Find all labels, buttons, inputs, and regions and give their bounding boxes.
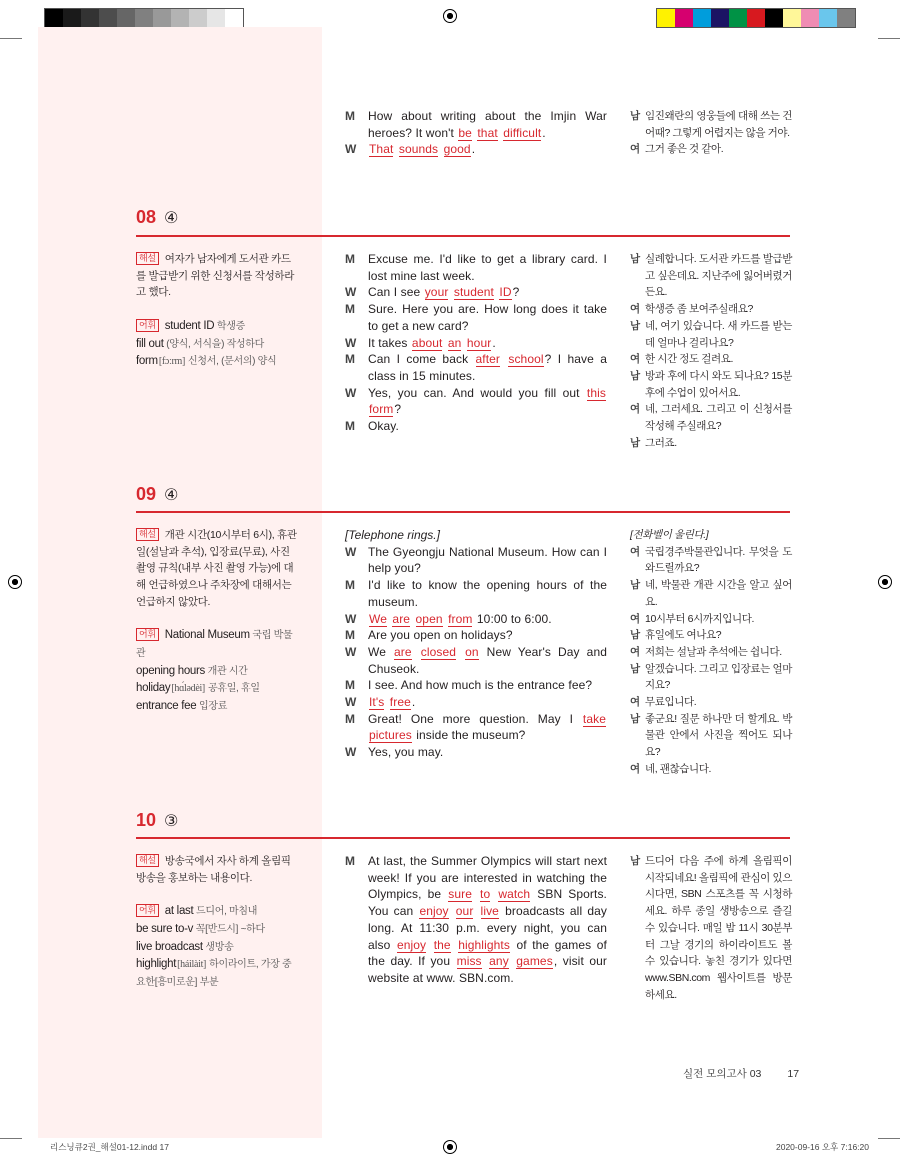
explanation-tag: 해설 (136, 528, 159, 541)
section-divider (136, 837, 790, 839)
dialogue-line (345, 301, 607, 334)
stage-direction-korean: [전화벨이 울린다.] (630, 529, 709, 541)
dialogue-text: Yes, you may. (368, 745, 444, 760)
vocab-item (136, 680, 300, 698)
dialogue-line (345, 335, 607, 352)
gray-swatch (225, 9, 243, 27)
translation-line (630, 661, 792, 694)
korean-translation (630, 527, 792, 778)
vocab-item (136, 903, 300, 921)
translation-text: 네, 박물관 개관 시간을 알고 싶어요. (645, 579, 792, 608)
dialogue-text: That sounds good. (369, 142, 476, 157)
answer-keyword: an (447, 335, 462, 350)
dialogue-line (345, 251, 607, 284)
translation-line (630, 644, 792, 661)
slug-filename: 리스닝큐2권_해설01-12.indd 17 (50, 1142, 169, 1152)
dialogue (345, 251, 607, 435)
vocab-meaning: 생방송 (205, 941, 234, 953)
dialogue-text: Can I see your student ID? (368, 285, 520, 300)
speaker-label: W (345, 285, 357, 300)
translation-line (630, 318, 792, 351)
dialogue (345, 108, 607, 158)
gray-swatch (207, 9, 225, 27)
dialogue-text: Yes, you can. And would you fill out this form? (368, 385, 606, 417)
dialogue-line (345, 644, 607, 677)
dialogue-line (345, 611, 607, 628)
page-number: 17 (787, 1068, 800, 1080)
answer-keyword: that (477, 125, 498, 140)
vocab-item (136, 921, 300, 939)
vocab-phonetic: [hɑ́lədèi] (171, 683, 205, 695)
translation-line (630, 108, 792, 141)
dialogue-text: Sure. Here you are. How long does it take to get a new card? (368, 302, 607, 333)
color-swatch (675, 9, 693, 27)
dialogue-line (345, 141, 607, 158)
translation-line (630, 853, 792, 1003)
answer-keyword: the (433, 937, 451, 952)
vocab-term: at last (164, 905, 194, 918)
slug-date: 2020-09-16 오후 7:16:20 (776, 1142, 869, 1152)
dialogue-text: It's free. (369, 695, 416, 710)
crop-mark (878, 38, 900, 39)
translation-text: 임진왜란의 영웅들에 대해 쓰는 건 어때? 그렇게 어렵지는 않을 거야. (645, 110, 792, 139)
dialogue-line (345, 677, 607, 694)
answer-keyword: good (443, 142, 471, 157)
vocab-tag: 어휘 (136, 628, 159, 641)
translation-text: 방과 후에 다시 와도 되나요? 15분 후에 수업이 있어서요. (645, 369, 792, 399)
registration-mark-icon (8, 575, 22, 589)
dialogue-line (345, 744, 607, 761)
vocab-meaning: 하이라이트, 가장 중요한[흥미로운] 부분 (136, 959, 292, 988)
registration-mark-icon (443, 9, 457, 23)
translation-text: 네, 그러세요. 그리고 이 신청서를 작성해 주실래요? (645, 403, 792, 433)
explanation-tag: 해설 (136, 252, 159, 265)
vocab-term: opening hours (136, 664, 205, 677)
gray-swatch (45, 9, 63, 27)
dialogue-line (345, 627, 607, 644)
book-title: 실전 모의고사 03 (683, 1068, 762, 1080)
speaker-label: 남 (630, 662, 640, 675)
vocab-meaning: 신청서, (문서의) 양식 (188, 356, 277, 368)
explanation-body: 방송국에서 자사 하계 올림픽 방송을 홍보하는 내용이다. (136, 855, 291, 884)
speaker-label: 여 (630, 143, 640, 156)
gray-registration-bar (44, 8, 244, 28)
translation-line (630, 351, 792, 368)
speaker-label: M (345, 711, 355, 726)
answer-keyword: on (465, 644, 479, 659)
vocab-phonetic: [háilàit] (177, 959, 207, 971)
gray-swatch (117, 9, 135, 27)
question-heading (136, 484, 178, 505)
question-number: 09 (136, 484, 157, 504)
vocab-item (136, 956, 300, 991)
speaker-label: W (345, 611, 357, 626)
vocab-phonetic: [fɔːrm] (158, 356, 186, 368)
answer-keyword: from (448, 611, 473, 626)
translation-text: 알겠습니다. 그리고 입장료는 얼마지요? (645, 662, 792, 692)
translation-text: 국립경주박물관입니다. 무엇을 도와드릴까요? (645, 545, 792, 575)
translation-text: 그러죠. (645, 436, 677, 449)
speaker-label: W (345, 745, 357, 760)
dialogue-text: Okay. (368, 419, 399, 434)
translation-line (630, 761, 792, 778)
answer-keyword: be (458, 125, 472, 140)
vocab-meaning: 국립 박물관 (136, 630, 293, 659)
vocab-term: live broadcast (136, 940, 203, 953)
speaker-label: 남 (630, 579, 640, 592)
vocab-meaning: 공휴일, 휴일 (207, 683, 260, 695)
gray-swatch (171, 9, 189, 27)
color-swatch (801, 9, 819, 27)
translation-text: 네, 괜찮습니다. (645, 762, 712, 775)
vocab-item (136, 627, 300, 662)
speaker-label: M (345, 252, 355, 266)
crop-mark (0, 1138, 22, 1139)
vocab-term: National Museum (164, 629, 250, 642)
answer-keyword: highlights (458, 937, 510, 952)
dialogue (345, 527, 607, 761)
speaker-label: M (345, 678, 355, 693)
dialogue-line (345, 711, 607, 744)
dialogue-line (345, 108, 607, 141)
explanation-text (136, 251, 300, 301)
answer-keyword: this (586, 385, 606, 400)
answer-keyword: enjoy (396, 937, 427, 952)
translation-text: 저희는 설날과 추석에는 쉽니다. (645, 645, 782, 658)
answer-keyword: after (475, 352, 501, 367)
vocab-item (136, 698, 300, 716)
korean-translation (630, 108, 792, 158)
translation-line (630, 577, 792, 610)
gray-swatch (135, 9, 153, 27)
registration-mark-icon (443, 1140, 457, 1154)
vocab-term: form (136, 355, 158, 368)
translation-text: 그거 좋은 것 같아. (645, 143, 724, 156)
answer-keyword: miss (456, 954, 482, 969)
vocab-meaning: 꼭[반드시] ~하다 (195, 923, 265, 935)
vocab-item (136, 318, 300, 336)
color-swatch (819, 9, 837, 27)
speaker-label: 남 (630, 110, 640, 122)
color-swatch (747, 9, 765, 27)
question-heading (136, 810, 178, 831)
speaker-label: 여 (630, 645, 640, 658)
registration-mark-icon (878, 575, 892, 589)
gray-swatch (189, 9, 207, 27)
question-heading (136, 207, 178, 228)
translation-text: 10시부터 6시까지입니다. (645, 612, 755, 625)
stage-direction: [Telephone rings.] (345, 528, 440, 542)
vocab-item (136, 336, 300, 354)
dialogue-text: Excuse me. I'd like to get a library card. I lost mine last week. (368, 252, 607, 283)
color-swatch (657, 9, 675, 27)
vocab-term: fill out (136, 337, 164, 350)
vocab-tag: 어휘 (136, 319, 159, 332)
question-number: 10 (136, 810, 157, 830)
speaker-label: M (345, 628, 355, 643)
dialogue (345, 853, 607, 987)
section-divider (136, 235, 790, 237)
vocab-term: student ID (164, 319, 215, 332)
korean-translation (630, 251, 792, 451)
speaker-label: M (345, 352, 355, 367)
explanation-body: 여자가 남자에게 도서관 카드를 발급받기 위한 신청서를 작성하라고 했다. (136, 253, 295, 299)
vocab-meaning: 드디어, 마침내 (196, 906, 258, 918)
dialogue-line (345, 385, 607, 418)
vocab-item (136, 353, 300, 371)
dialogue-text: Great! One more question. May I take pictures inside the museum? (368, 711, 606, 743)
answer-choice: ④ (164, 210, 179, 227)
answer-keyword: ID (499, 285, 512, 300)
speaker-label: M (345, 419, 355, 434)
answer-keyword: sounds (398, 142, 439, 157)
translation-text: 네, 여기 있습니다. 새 카드를 받는 데 얼마나 걸리나요? (645, 319, 792, 349)
translation-line (630, 694, 792, 711)
speaker-label: 여 (630, 303, 640, 316)
translation-line (630, 544, 792, 577)
color-swatch (837, 9, 855, 27)
explanation-text (136, 853, 300, 886)
color-swatch (729, 9, 747, 27)
speaker-label: W (345, 544, 357, 559)
speaker-label: 여 (630, 403, 640, 416)
explanation (136, 527, 300, 716)
speaker-label: 남 (630, 253, 640, 265)
speaker-label: W (345, 644, 357, 659)
answer-keyword: pictures (369, 728, 412, 743)
gray-swatch (81, 9, 99, 27)
answer-keyword: take (582, 711, 606, 726)
dialogue-text: Can I come back after school? I have a class in 15 minutes. (368, 352, 607, 383)
speaker-label: W (345, 335, 357, 350)
answer-keyword: hour (466, 335, 492, 350)
dialogue-line (345, 284, 607, 301)
speaker-label: W (345, 142, 357, 157)
speaker-label: 남 (630, 436, 640, 449)
translation-text: 한 시간 정도 걸려요. (645, 353, 734, 366)
translation-text: 학생증 좀 보여주실래요? (645, 303, 753, 316)
section-divider (136, 511, 790, 513)
speaker-label: 여 (630, 612, 640, 625)
answer-keyword: student (453, 285, 494, 300)
translation-line (630, 251, 792, 301)
translation-line (630, 301, 792, 318)
translation-text: 무료입니다. (645, 696, 697, 709)
answer-choice: ④ (164, 487, 179, 504)
vocabulary (136, 903, 300, 992)
vocab-term: entrance fee (136, 700, 197, 713)
answer-keyword: free (389, 695, 411, 710)
dialogue-line (345, 853, 607, 987)
answer-keyword: your (424, 285, 449, 300)
color-registration-bar (656, 8, 856, 28)
vocab-meaning: 개관 시간 (207, 665, 248, 677)
speaker-label: 여 (630, 762, 640, 775)
explanation-body: 개관 시간(10시부터 6시), 휴관일(설날과 추석), 입장료(무료), 사진 촬영 규칙(내부 사진 촬영 가능)에 대해 언급하였으나 주차장에 대해서는 언급하지 않았다. (136, 529, 297, 608)
answer-keyword: any (489, 954, 509, 969)
translation-line (630, 611, 792, 628)
translation-text: 드디어 다음 주에 하계 올림픽이 시작되네요! 올림픽에 관심이 있으시다면, SBN 스포츠를 꼭 시청하세요. 하루 종일 생방송으로 즐길 수 있습니다. 매일 밤 11시 30분부터 그날 경기의 하이라이트도 볼 수 있습니다. 놓친 경기가 있다면 www.SBN.com 웹사이트를 방문하세요. (645, 855, 792, 1001)
answer-keyword: closed (420, 644, 457, 659)
dialogue-text: How about writing about the Imjin War heroes? It won't be that difficult. (368, 109, 607, 140)
dialogue-text: The Gyeongju National Museum. How can I help you? (368, 544, 607, 576)
answer-keyword: live (480, 904, 499, 919)
speaker-label: 남 (630, 712, 640, 725)
color-swatch (765, 9, 783, 27)
dialogue-line (345, 544, 607, 577)
color-swatch (711, 9, 729, 27)
speaker-label: 남 (630, 855, 640, 867)
speaker-label: 여 (630, 696, 640, 709)
explanation-text (136, 527, 300, 611)
speaker-label: M (345, 302, 355, 317)
answer-keyword: form (369, 402, 394, 417)
speaker-label: W (345, 695, 357, 710)
dialogue-text: We are closed on New Year's Day and Chuseok. (368, 644, 607, 676)
color-swatch (783, 9, 801, 27)
translation-text: 좋군요! 질문 하나만 더 할게요. 박물관 안에서 사진을 찍어도 되나요? (645, 712, 792, 759)
explanation (136, 853, 300, 992)
translation-line (630, 141, 792, 158)
page-footer (683, 1066, 799, 1081)
dialogue-text: I'd like to know the opening hours of the museum. (368, 578, 607, 609)
answer-keyword: to (480, 887, 491, 902)
color-swatch (693, 9, 711, 27)
dialogue-line (345, 351, 607, 384)
translation-text: 실례합니다. 도서관 카드를 발급받고 싶은데요. 지난주에 잃어버렸거든요. (645, 253, 792, 299)
answer-keyword: It's (369, 695, 385, 710)
dialogue-text: It takes about an hour. (368, 335, 496, 350)
speaker-label: 남 (630, 319, 640, 332)
vocab-tag: 어휘 (136, 904, 159, 917)
answer-keyword: watch (498, 887, 531, 902)
dialogue-text: We are open from 10:00 to 6:00. (369, 611, 552, 626)
speaker-label: W (345, 385, 357, 400)
answer-keyword: are (394, 644, 412, 659)
answer-keyword: enjoy (419, 904, 449, 919)
answer-choice: ③ (164, 813, 179, 830)
gray-swatch (99, 9, 117, 27)
translation-line (630, 401, 792, 434)
gray-swatch (63, 9, 81, 27)
dialogue-text: I see. And how much is the entrance fee? (368, 678, 593, 693)
dialogue-line (345, 577, 607, 610)
speaker-label: M (345, 854, 355, 868)
translation-line (630, 711, 792, 761)
answer-keyword: sure (448, 887, 472, 902)
answer-keyword: our (455, 904, 474, 919)
vocab-item (136, 939, 300, 957)
answer-keyword: That (369, 142, 394, 157)
vocab-term: be sure to-v (136, 922, 194, 935)
speaker-label: 남 (630, 369, 640, 382)
vocab-meaning: (양식, 서식을) 작성하다 (166, 338, 265, 350)
dialogue-line (345, 694, 607, 711)
speaker-label: M (345, 578, 355, 593)
speaker-label: M (345, 109, 355, 123)
vocabulary (136, 627, 300, 716)
question-number: 08 (136, 207, 157, 227)
answer-keyword: about (411, 335, 443, 350)
korean-translation (630, 853, 792, 1003)
dialogue-text: At last, the Summer Olympics will start next week! If you are interested in watching the Olympics, be sure to watch SBN Sports. You can enjoy our live broadcasts all day long. At 11:30 p.m. every night, you can also enjoy the highlights of the games of the day. If you miss any games, visit our website at www. SBN.com. (368, 854, 608, 985)
answer-keyword: We (369, 611, 387, 626)
answer-keyword: games (516, 954, 553, 969)
answer-keyword: difficult (503, 125, 542, 140)
answer-keyword: are (392, 611, 411, 626)
vocab-meaning: 학생증 (216, 320, 245, 332)
crop-mark (878, 1138, 900, 1139)
crop-mark (0, 38, 22, 39)
dialogue-line (345, 418, 607, 435)
speaker-label: 남 (630, 629, 640, 642)
dialogue-text: Are you open on holidays? (368, 628, 513, 643)
speaker-label: 여 (630, 545, 640, 558)
explanation-tag: 해설 (136, 854, 159, 867)
vocab-meaning: 입장료 (198, 701, 228, 713)
answer-keyword: school (508, 352, 544, 367)
vocab-item (136, 663, 300, 681)
vocab-term: highlight (136, 958, 177, 971)
vocabulary (136, 318, 300, 371)
explanation (136, 251, 300, 371)
answer-keyword: open (415, 611, 443, 626)
translation-line (630, 368, 792, 401)
gray-swatch (153, 9, 171, 27)
vocab-term: holiday (136, 682, 171, 695)
translation-line (630, 627, 792, 644)
translation-text: 휴일에도 여나요? (645, 629, 722, 642)
speaker-label: 여 (630, 353, 640, 366)
translation-line (630, 435, 792, 452)
